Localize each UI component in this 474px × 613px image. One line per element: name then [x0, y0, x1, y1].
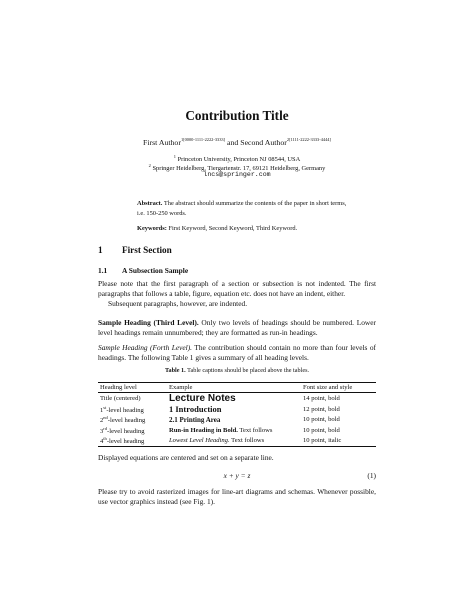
level-text: 4 [100, 438, 104, 446]
example-rest: Text follows [229, 437, 265, 445]
paragraph-2: Subsequent paragraphs, however, are indented. [108, 298, 248, 308]
affiliation-1 [0, 154, 474, 163]
table-cell-size: 10 point, italic [301, 436, 376, 447]
example-text: Run-in Heading in Bold. [169, 426, 238, 434]
first-author: First Author [143, 138, 181, 147]
paragraph-text: The contribution should contain no more than four levels of headings. The following Table 1 gives a summary of all heading levels. [98, 343, 376, 362]
table-caption-text: Table captions should be placed above the tables. [185, 367, 310, 374]
paragraph-text: Please note that the first paragraph of a section or subsection is not indented. The first paragraphs that follows a table, figure, equation etc. does not have an indent, either. [98, 279, 376, 298]
table-header-cell: Font size and style [301, 383, 376, 393]
table-cell-example [167, 393, 301, 405]
affiliation-text: Springer Heidelberg, Tiergartenstr. 17, 69121 Heidelberg, Germany [150, 165, 326, 172]
paper-title: Contribution Title [185, 108, 289, 123]
affiliation-mark: 1 [173, 154, 176, 159]
level-ordinal: th [103, 436, 107, 442]
table-row [98, 415, 376, 426]
example-text: 2.1 Printing Area [169, 415, 221, 424]
paragraph-text: Only two levels of headings should be numbered. Lower level headings remain unnumbered; they are formatted as run-in headings. [98, 318, 376, 337]
run-in-heading: Sample Heading (Third Level). [98, 318, 199, 327]
section-heading [98, 245, 172, 255]
affiliation-mark: 2 [148, 163, 151, 168]
table-header-cell: Example [167, 383, 301, 393]
paragraph-1 [98, 279, 376, 308]
abstract [137, 199, 355, 218]
second-author-orcid: 2[1111-2222-3333-4444] [286, 137, 331, 142]
table-cell-example [167, 436, 301, 447]
equation-math: x + y = z [223, 471, 251, 480]
keywords-label: Keywords: [137, 225, 167, 232]
second-author: and Second Author [225, 138, 287, 147]
paragraph-3 [98, 318, 376, 338]
level-ordinal: st [103, 404, 107, 410]
subsection-title: A Subsection Sample [122, 266, 189, 275]
section-title: First Section [122, 245, 172, 255]
section-number: 1 [98, 245, 103, 255]
paragraph-4 [98, 343, 376, 363]
table-header-cell: Heading level [98, 383, 167, 393]
table-cell-level [98, 436, 167, 447]
run-in-heading: Sample Heading (Forth Level). [98, 343, 193, 352]
table-cell-example [167, 425, 301, 436]
email-line [0, 171, 474, 178]
table-cell-example [167, 415, 301, 426]
example-rest: Text follows [237, 426, 273, 434]
paragraph-6: Please try to avoid rasterized images for line-art diagrams and schemas. Whenever possible, use vector graphics instead (see Fig. 1). [98, 487, 376, 506]
table-row [98, 393, 376, 405]
email[interactable]: lncs@springer.com [203, 171, 271, 178]
keywords [137, 224, 355, 234]
equation-number: (1) [367, 471, 376, 480]
example-text: Lowest Level Heading. [169, 437, 230, 445]
level-text: Title (centered) [100, 395, 141, 402]
level-text: 3 [100, 427, 104, 435]
table-row [98, 404, 376, 415]
table-cell-size: 10 point, bold [303, 416, 340, 424]
level-text: -level heading [107, 417, 146, 425]
abstract-text: The abstract should summarize the contents of the paper in short terms, i.e. 150-250 words. [137, 200, 347, 217]
table-header-row [98, 383, 376, 393]
level-text: 2 [100, 417, 104, 425]
table-cell-example [167, 404, 301, 415]
table-cell-level [98, 393, 167, 405]
table-cell-level [98, 404, 167, 415]
keywords-text: First Keyword, Second Keyword, Third Keyword. [166, 225, 298, 232]
subsection-heading [98, 266, 188, 275]
affiliation-text: Princeton University, Princeton NJ 08544, USA [176, 156, 301, 163]
author-line [0, 137, 474, 147]
level-ordinal: nd [103, 415, 108, 421]
heading-levels-table [98, 382, 376, 447]
level-ordinal: rd [103, 425, 108, 431]
table-row [98, 436, 376, 447]
table-cell-size: 12 point, bold [303, 405, 340, 413]
table-caption [98, 367, 376, 374]
table-cell-level [98, 425, 167, 436]
table-row [98, 425, 376, 436]
paragraph-5: Displayed equations are centered and set on a separate line. [98, 453, 274, 462]
example-text: Lecture Notes [169, 393, 236, 404]
table-caption-label: Table 1. [164, 367, 186, 374]
level-text: -level heading [106, 406, 144, 414]
level-text: -level heading [106, 438, 145, 446]
first-author-orcid: 1[0000-1111-2222-3333] [180, 137, 226, 142]
table-cell-size: 10 point, bold [303, 426, 340, 434]
subsection-number: 1.1 [98, 266, 108, 275]
example-text: 1 Introduction [169, 404, 222, 415]
abstract-label: Abstract. [137, 200, 163, 207]
table-cell-level [98, 415, 167, 426]
table-cell-size: 14 point, bold [303, 395, 340, 402]
level-text: 1 [100, 406, 104, 414]
level-text: -level heading [107, 427, 145, 435]
